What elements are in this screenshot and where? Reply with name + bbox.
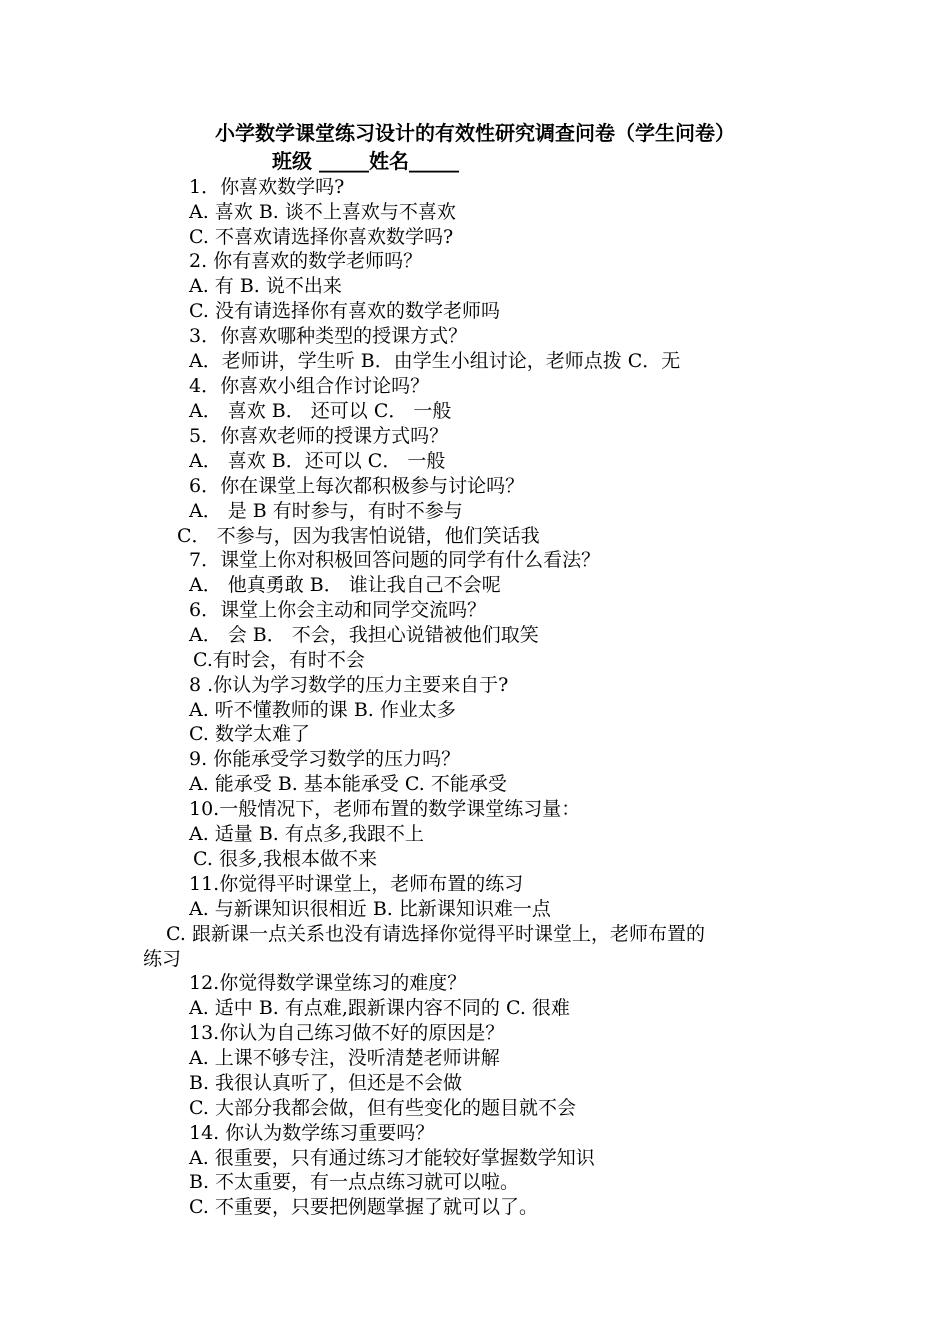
document-title: 小学数学课堂练习设计的有效性研究调查问卷（学生问卷） [215, 121, 735, 145]
option-line: B. 不太重要，有一点点练习就可以啦。 [189, 1171, 520, 1193]
document-subtitle: 班级 _____姓名_____ [272, 149, 459, 173]
option-line: C． 不参与，因为我害怕说错，他们笑话我 [177, 525, 540, 547]
option-line: A． 会 B． 不会，我担心说错被他们取笑 [189, 624, 539, 646]
option-line: A. 上课不够专注，没听清楚老师讲解 [189, 1047, 500, 1069]
option-line: A. 能承受 B. 基本能承受 C. 不能承受 [189, 773, 507, 795]
option-line: C. 跟新课一点关系也没有请选择你觉得平时课堂上，老师布置的 [166, 923, 705, 945]
question-line: 12.你觉得数学课堂练习的难度？ [189, 972, 467, 994]
option-line: A. 适中 B. 有点难,跟新课内容不同的 C. 很难 [189, 997, 570, 1019]
question-line: 2. 你有喜欢的数学老师吗？ [189, 250, 423, 272]
question-line: 6．你在课堂上每次都积极参与讨论吗？ [189, 475, 525, 497]
option-line: C. 很多,我根本做不来 [193, 848, 377, 870]
option-line: C. 不喜欢请选择你喜欢数学吗? [189, 226, 454, 248]
option-line: C. 没有请选择你有喜欢的数学老师吗 [189, 300, 500, 322]
question-line: 4．你喜欢小组合作讨论吗？ [189, 375, 430, 397]
option-line: A. 与新课知识很相近 B. 比新课知识难一点 [189, 898, 551, 920]
option-line: A． 是 B 有时参与，有时不参与 [189, 500, 463, 522]
option-line: A. 喜欢 B. 谈不上喜欢与不喜欢 [189, 201, 456, 223]
question-line: 3．你喜欢哪种类型的授课方式？ [189, 325, 468, 347]
option-line: C. 不重要，只要把例题掌握了就可以了。 [189, 1196, 538, 1218]
question-line: 9. 你能承受学习数学的压力吗？ [189, 748, 461, 770]
question-line: 8 .你认为学习数学的压力主要来自于? [189, 674, 509, 696]
question-line: 14. 你认为数学练习重要吗？ [189, 1122, 435, 1144]
option-line-continued: 练习 [143, 948, 182, 970]
option-line: C.有时会，有时不会 [193, 649, 365, 671]
option-line: A. 很重要，只有通过练习才能较好掌握数学知识 [189, 1147, 595, 1169]
option-line: A. 适量 B. 有点多,我跟不上 [189, 823, 424, 845]
question-line: 10.一般情况下，老师布置的数学课堂练习量： [189, 798, 581, 820]
question-line: 1．你喜欢数学吗? [189, 176, 345, 198]
option-line: A． 喜欢 B． 还可以 C． 一般 [189, 400, 452, 422]
option-line: C. 大部分我都会做，但有些变化的题目就不会 [189, 1097, 576, 1119]
question-line: 11.你觉得平时课堂上，老师布置的练习 [189, 873, 524, 895]
question-line: 13.你认为自己练习做不好的原因是？ [189, 1022, 505, 1044]
question-line: 6．课堂上你会主动和同学交流吗？ [189, 599, 487, 621]
question-line: 5．你喜欢老师的授课方式吗？ [189, 425, 449, 447]
option-line: C. 数学太难了 [189, 723, 310, 745]
question-line: 7．课堂上你对积极回答问题的同学有什么看法？ [189, 549, 601, 571]
option-line: B. 我很认真听了，但还是不会做 [189, 1072, 463, 1094]
option-line: A. 听不懂教师的课 B. 作业太多 [189, 699, 456, 721]
option-line: A．老师讲，学生听 B．由学生小组讨论，老师点拨 C．无 [189, 350, 681, 372]
option-line: A． 他真勇敢 B． 谁让我自己不会呢 [189, 574, 501, 596]
option-line: A. 有 B. 说不出来 [189, 275, 342, 297]
option-line: A． 喜欢 B．还可以 C． 一般 [189, 450, 446, 472]
